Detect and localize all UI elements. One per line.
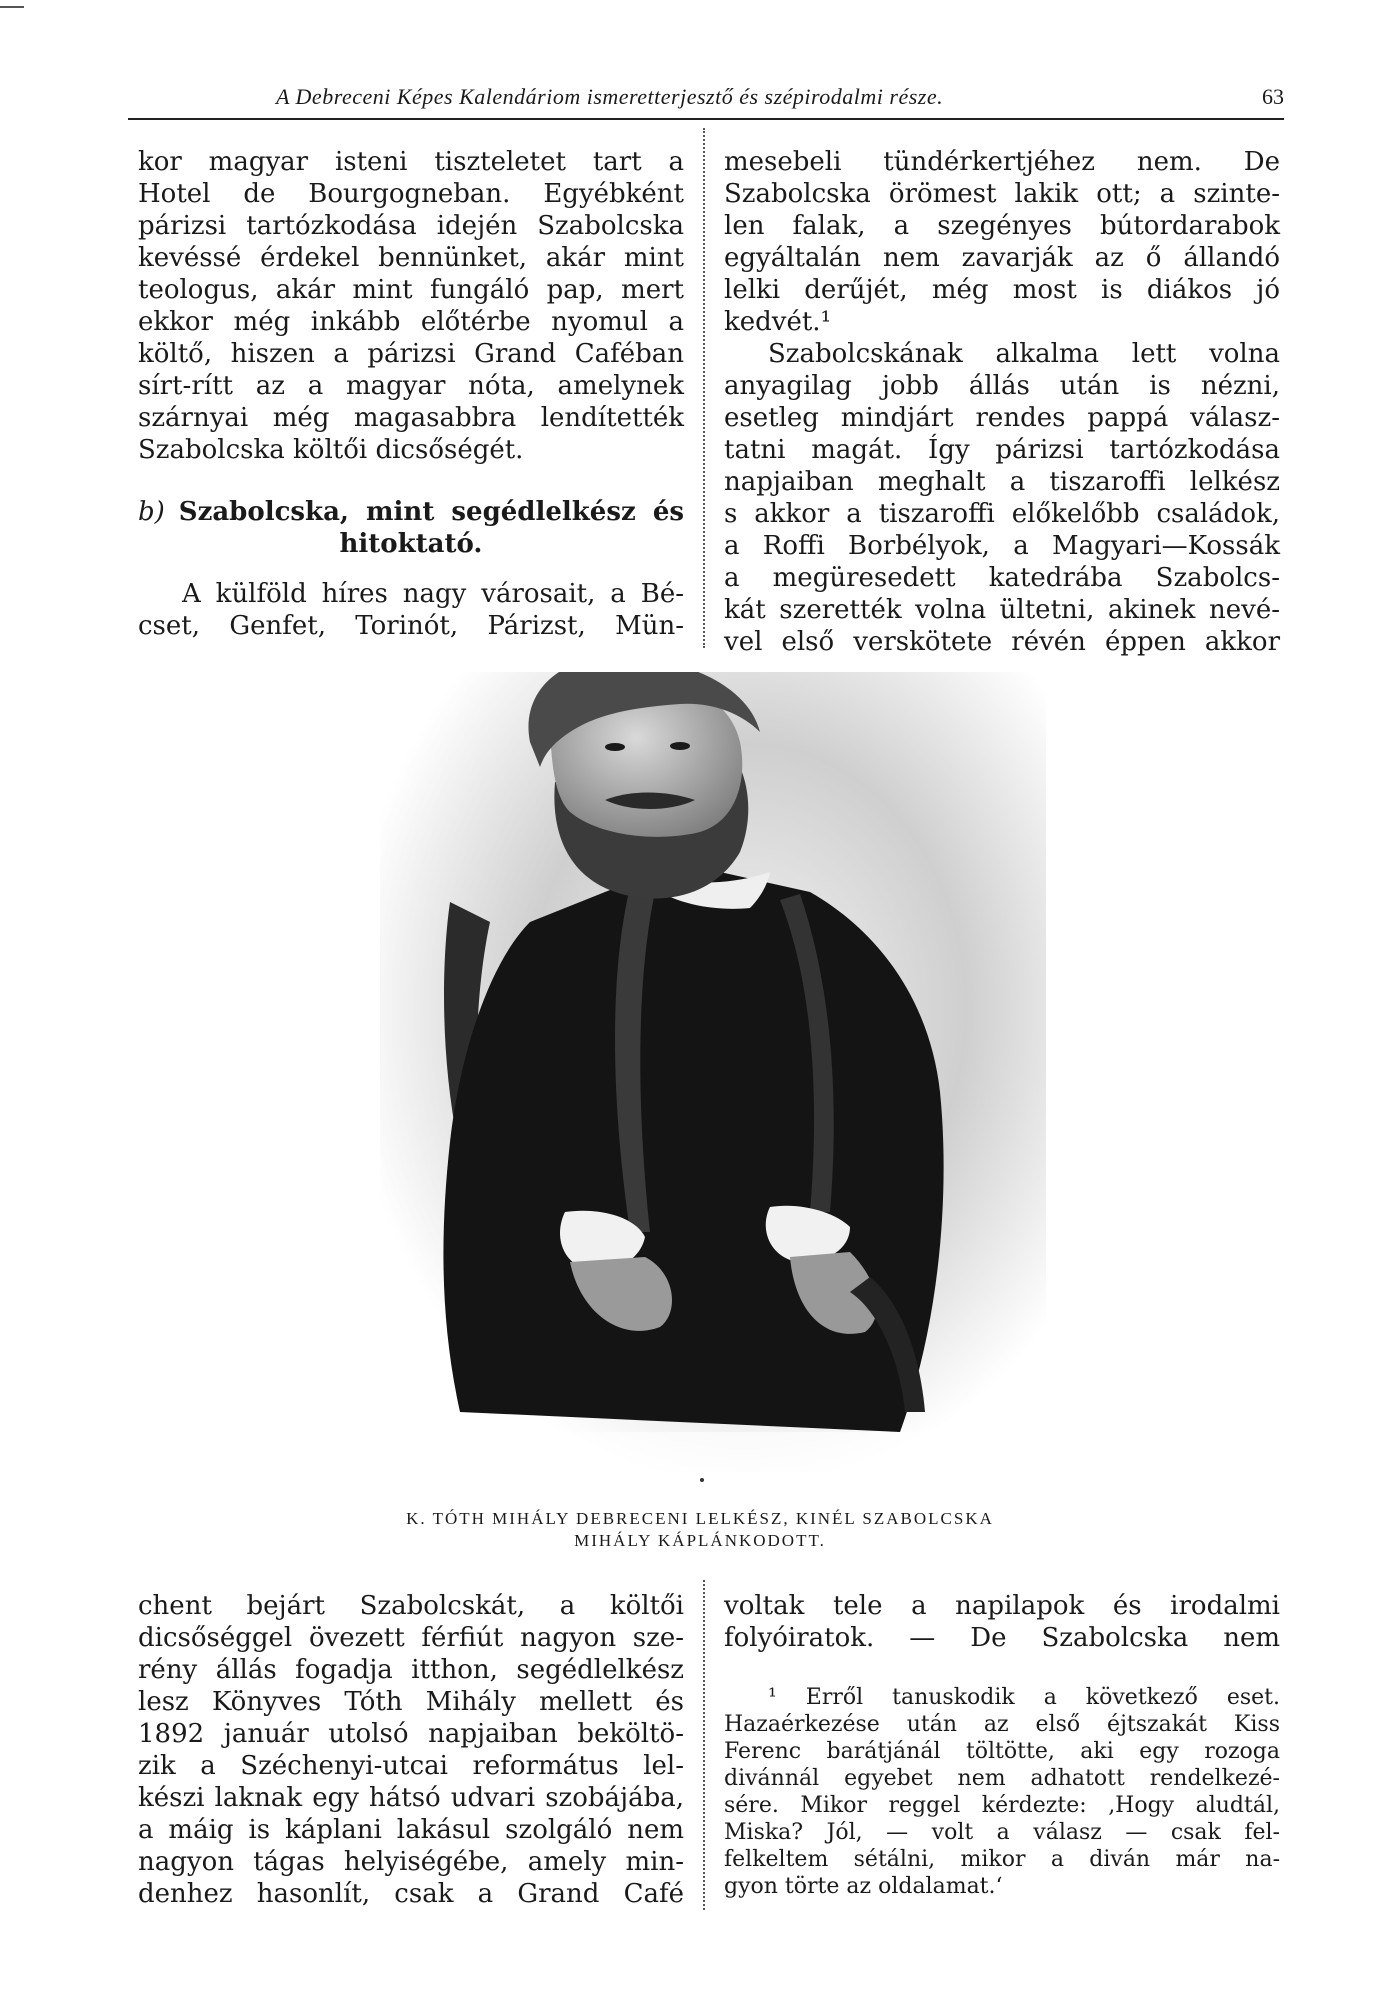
page-number: 63 bbox=[1262, 84, 1284, 109]
text-line: kát szerették volna ültetni, akinek nevé- bbox=[724, 595, 1280, 625]
text-line: szárnyai még magasabbra lendítették bbox=[138, 403, 684, 433]
footnote-line: gyon törte az oldalamat.‘ bbox=[724, 1874, 1003, 1899]
running-title: A Debreceni Képes Kalendáriom ismeretterjesztő és szépirodalmi része. bbox=[276, 84, 944, 109]
text-line: rény állás fogadja itthon, segédlelkész bbox=[138, 1655, 684, 1685]
right-column-top bbox=[724, 146, 1280, 658]
text-line: len falak, a szegényes bútordarabok bbox=[724, 211, 1280, 241]
left-column-top bbox=[138, 146, 684, 642]
text-line: napjaiban meghalt a tiszaroffi lelkész bbox=[724, 467, 1280, 497]
column-divider-bottom bbox=[703, 1580, 705, 1910]
text-line: nagyon tágas helyiségébe, amely min- bbox=[138, 1847, 684, 1877]
text-line: zik a Széchenyi-utcai református lel- bbox=[138, 1751, 684, 1781]
footnote-line: divánnál egyebet nem adhatott rendelkezé- bbox=[724, 1766, 1280, 1791]
footnote-line: Miska? Jól, — volt a válasz — csak fel- bbox=[724, 1820, 1280, 1845]
caption-line: K. TÓTH MIHÁLY DEBRECENI LELKÉSZ, KINÉL SZABOLCSKA bbox=[406, 1509, 994, 1528]
text-line: párizsi tartózkodása idején Szabolcska bbox=[138, 211, 684, 241]
text-line: lelki derűjét, még most is diákos jó bbox=[724, 275, 1280, 305]
text-line: egyáltalán nem zavarják az ő állandó bbox=[724, 243, 1280, 273]
text-line: kevéssé érdekel bennünket, akár mint bbox=[138, 243, 684, 273]
text-line: chent bejárt Szabolcskát, a költői bbox=[138, 1591, 684, 1621]
header-rule bbox=[128, 118, 1284, 120]
portrait-photo bbox=[380, 672, 1046, 1472]
text-line: 1892 január utolsó napjaiban beköltö- bbox=[138, 1719, 684, 1749]
text-line: cset, Genfet, Torinót, Párizst, Mün- bbox=[138, 611, 684, 641]
subheading-label: b) bbox=[138, 497, 165, 527]
text-line: Hotel de Bourgogneban. Egyébként bbox=[138, 179, 684, 209]
section-subheading bbox=[138, 496, 684, 528]
text-line: a máig is káplani lakásul szolgáló nem bbox=[138, 1815, 684, 1845]
text-line: mesebeli tündérkertjéhez nem. De bbox=[724, 147, 1280, 177]
column-divider-top bbox=[703, 128, 705, 648]
corner-mark bbox=[0, 6, 24, 8]
text-line: költő, hiszen a párizsi Grand Caféban bbox=[138, 339, 684, 369]
text-line: a Roffi Borbélyok, a Magyari—Kossák bbox=[724, 531, 1280, 561]
text-line: készi laknak egy hátsó udvari szobájába, bbox=[138, 1783, 684, 1813]
text-line: sírt-rítt az a magyar nóta, amelynek bbox=[138, 371, 684, 401]
right-column-bottom bbox=[724, 1590, 1280, 1900]
text-line: ekkor még inkább előtérbe nyomul a bbox=[138, 307, 684, 337]
subheading-text: Szabolcska, mint segédlelkész és bbox=[178, 497, 684, 527]
text-line: Szabolcska örömest lakik ott; a szinte- bbox=[724, 179, 1280, 209]
text-line: teologus, akár mint fungáló pap, mert bbox=[138, 275, 684, 305]
caption-line: MIHÁLY KÁPLÁNKODOTT. bbox=[574, 1531, 826, 1550]
text-line: esetleg mindjárt rendes pappá válasz- bbox=[724, 403, 1280, 433]
running-header bbox=[128, 84, 1284, 114]
left-column-bottom bbox=[138, 1590, 684, 1910]
text-line: folyóiratok. — De Szabolcska nem bbox=[724, 1623, 1280, 1653]
footnote-line: felkeltem sétálni, mikor a diván már na- bbox=[724, 1847, 1280, 1872]
text-line: tatni magát. Így párizsi tartózkodása bbox=[724, 435, 1280, 465]
text-line: kor magyar isteni tiszteletet tart a bbox=[138, 147, 684, 177]
text-line: Szabolcska költői dicsőségét. bbox=[138, 435, 524, 465]
text-line: s akkor a tiszaroffi előkelőbb családok, bbox=[724, 499, 1280, 529]
text-line: voltak tele a napilapok és irodalmi bbox=[724, 1591, 1280, 1621]
text-line: anyagilag jobb állás után is nézni, bbox=[724, 371, 1280, 401]
text-line: Szabolcskának alkalma lett volna bbox=[768, 339, 1280, 369]
center-dot bbox=[700, 1478, 704, 1482]
subheading-continued: hitoktató. bbox=[339, 529, 483, 559]
figure-caption bbox=[300, 1508, 1100, 1552]
text-line: A külföld híres nagy városait, a Bé- bbox=[182, 579, 684, 609]
text-line: kedvét.¹ bbox=[724, 307, 831, 337]
text-line: denhez hasonlít, csak a Grand Café bbox=[138, 1879, 684, 1909]
text-line: vel első verskötete révén éppen akkor bbox=[724, 627, 1280, 657]
footnote bbox=[724, 1684, 1280, 1900]
footnote-line: Hazaérkezése után az első éjtszakát Kiss bbox=[724, 1712, 1280, 1737]
footnote-line: ¹ Erről tanuskodik a következő eset. bbox=[768, 1685, 1280, 1710]
footnote-line: sére. Mikor reggel kérdezte: ‚Hogy aludtál, bbox=[724, 1793, 1280, 1818]
text-line: a megüresedett katedrába Szabolcs- bbox=[724, 563, 1280, 593]
text-line: dicsőséggel övezett férfiút nagyon sze- bbox=[138, 1623, 684, 1653]
text-line: lesz Könyves Tóth Mihály mellett és bbox=[138, 1687, 684, 1717]
footnote-line: Ferenc barátjánál töltötte, aki egy rozoga bbox=[724, 1739, 1280, 1764]
